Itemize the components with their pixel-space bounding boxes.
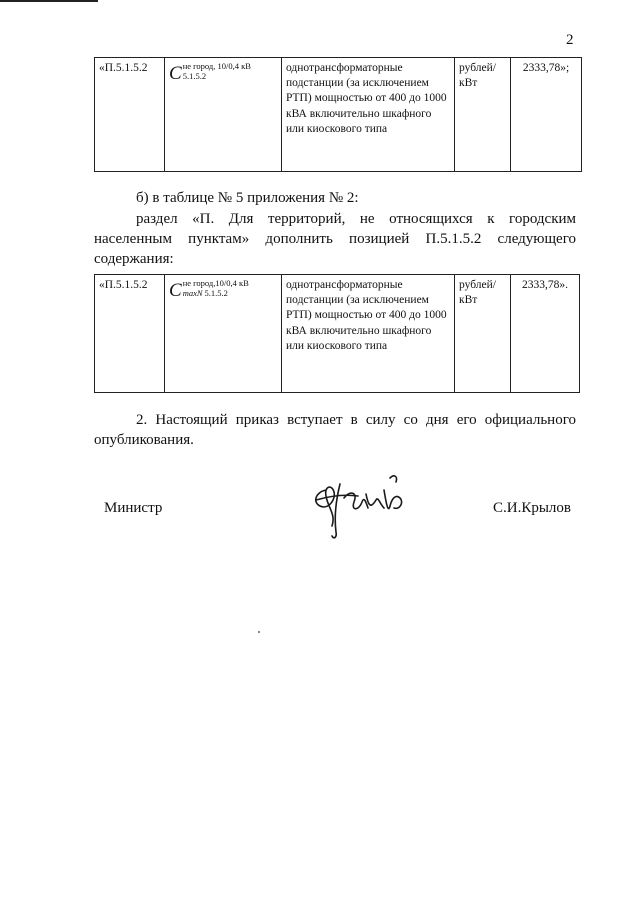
paragraph-2 [94, 410, 576, 450]
table-cell-formula [165, 58, 282, 172]
paragraph-b: б) в таблице № 5 приложения № 2: [136, 190, 359, 206]
formula-subscript-prefix: maxN [182, 288, 203, 298]
signatory-name: С.И.Крылов [493, 500, 571, 516]
paragraph-2-line-1: 2. Настоящий приказ вступает в силу со дня его официального [136, 412, 576, 428]
table-cell-description: однотрансформаторные подстанции (за исключением РТП) мощностью от 400 до 1000 кВА включительно шкафного или киоскового типа [282, 275, 455, 393]
paragraph-section-line-1: раздел «П. Для территорий, не относящихся к городским [136, 211, 576, 227]
formula-subscript: 5.1.5.2 [182, 71, 207, 81]
table-cell-value: 2333,78»; [511, 58, 582, 172]
formula-symbol: С [169, 63, 182, 84]
table-row [95, 275, 580, 393]
page-number: 2 [566, 32, 574, 48]
formula-superscript: не город,10/0,4 кВ [182, 278, 249, 288]
formula-superscript: не город, 10/0,4 кВ [182, 61, 251, 71]
table-cell-code: «П.5.1.5.2 [95, 275, 165, 393]
scan-speck [258, 631, 260, 633]
paragraph-section-line-3: содержания: [94, 251, 174, 267]
table-cell-value: 2333,78». [511, 275, 580, 393]
rate-formula [169, 278, 277, 300]
paragraph-section-line-2: населенным пунктам» дополнить позицией П.5.1.5.2 следующего [94, 231, 576, 247]
tariff-table-1 [94, 57, 582, 172]
formula-symbol: С [169, 280, 182, 301]
table-cell-description: однотрансформаторные подстанции (за исключением РТП) мощностью от 400 до 1000 кВА включительно шкафного или киоскового типа [282, 58, 455, 172]
table-cell-code: «П.5.1.5.2 [95, 58, 165, 172]
tariff-table-2 [94, 274, 580, 393]
table-cell-unit: рублей/ кВт [455, 275, 511, 393]
rate-formula [169, 61, 277, 83]
paragraph-section [94, 209, 576, 269]
formula-subscript: 5.1.5.2 [204, 288, 228, 298]
handwritten-signature [306, 470, 412, 542]
table-cell-formula [165, 275, 282, 393]
corner-rule [0, 0, 98, 2]
table-row [95, 58, 582, 172]
paragraph-2-line-2: опубликования. [94, 432, 194, 448]
signatory-position: Министр [104, 500, 163, 516]
table-cell-unit: рублей/ кВт [455, 58, 511, 172]
